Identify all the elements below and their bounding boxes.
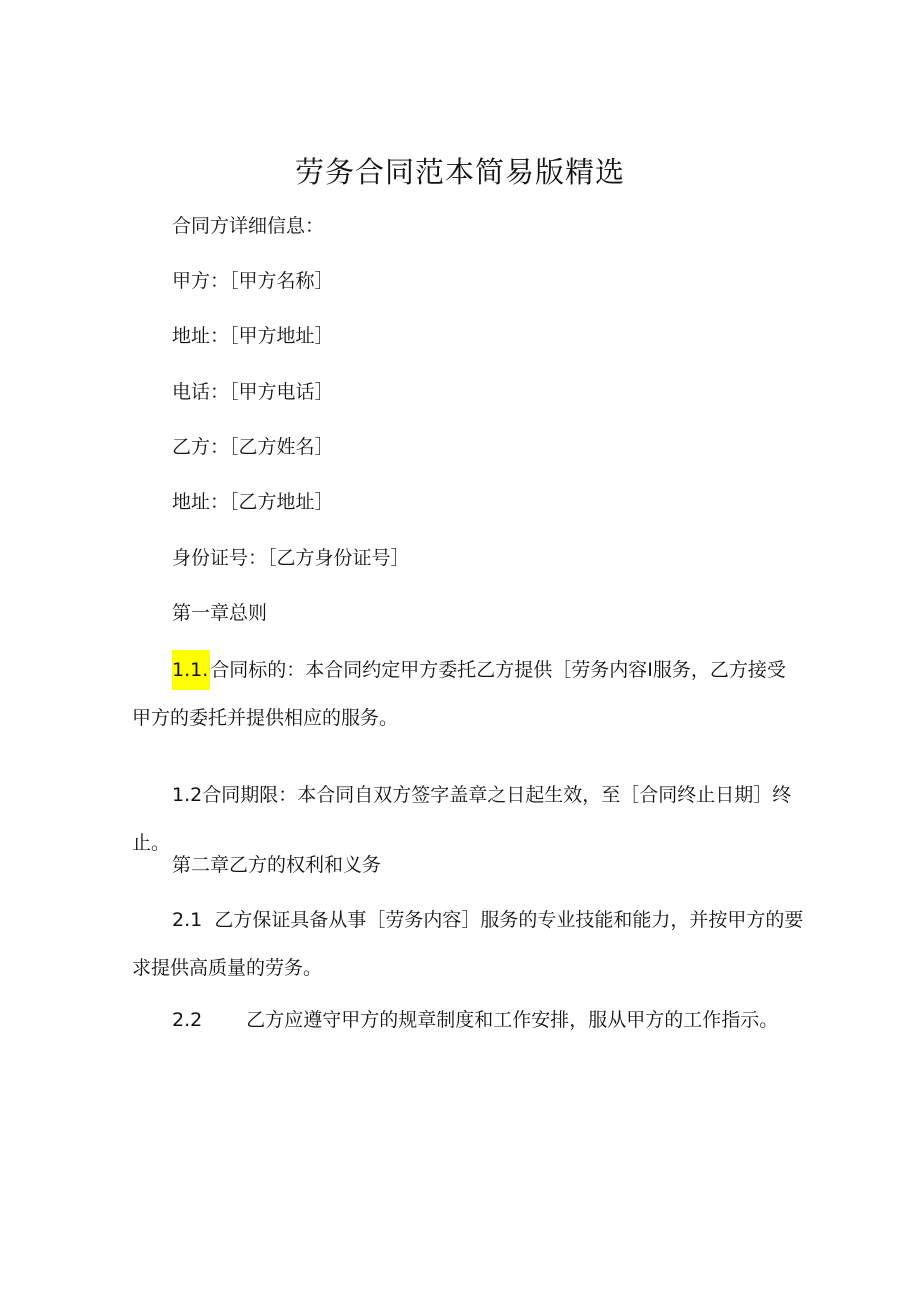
clause-2-2 — [132, 996, 804, 1044]
party-a-name: 甲方：［甲方名称］ — [172, 270, 334, 292]
clause-1-2-text: 合同期限：本合同自双方签字盖章之日起生效，至［合同终止日期］终止。 — [132, 784, 792, 854]
clause-1-2-number: 1.2 — [172, 784, 203, 806]
party-b-id-number: 身份证号：［乙方身份证号］ — [172, 547, 410, 569]
clause-1-1 — [132, 646, 804, 742]
clause-2-1-text: 乙方保证具备从事［劳务内容］服务的专业技能和能力，并按甲方的要求提供高质量的劳务。 — [132, 909, 804, 979]
clause-2-1-number: 2.1 — [172, 909, 203, 931]
chapter-1-heading: 第一章总则 — [172, 602, 268, 624]
clause-2-1 — [132, 896, 804, 992]
document-title: 劳务合同范本简易版精选 — [294, 155, 625, 189]
clause-2-2-number: 2.2 — [172, 1009, 203, 1031]
chapter-2-heading: 第二章乙方的权利和义务 — [172, 854, 382, 876]
info-heading: 合同方详细信息： — [172, 215, 325, 237]
party-a-phone: 电话：［甲方电话］ — [172, 381, 334, 403]
clause-1-1-number-highlight: 1.1. — [172, 650, 210, 690]
party-b-address: 地址：［乙方地址］ — [172, 491, 334, 513]
party-a-address: 地址：［甲方地址］ — [172, 325, 334, 347]
party-b-name: 乙方：［乙方姓名］ — [172, 436, 334, 458]
clause-2-2-text: 乙方应遵守甲方的规章制度和工作安排，服从甲方的工作指示。 — [246, 1009, 779, 1031]
clause-1-1-text: 合同标的：本合同约定甲方委托乙方提供［劳务内容I服务，乙方接受甲方的委托并提供相应的服务。 — [132, 659, 786, 729]
